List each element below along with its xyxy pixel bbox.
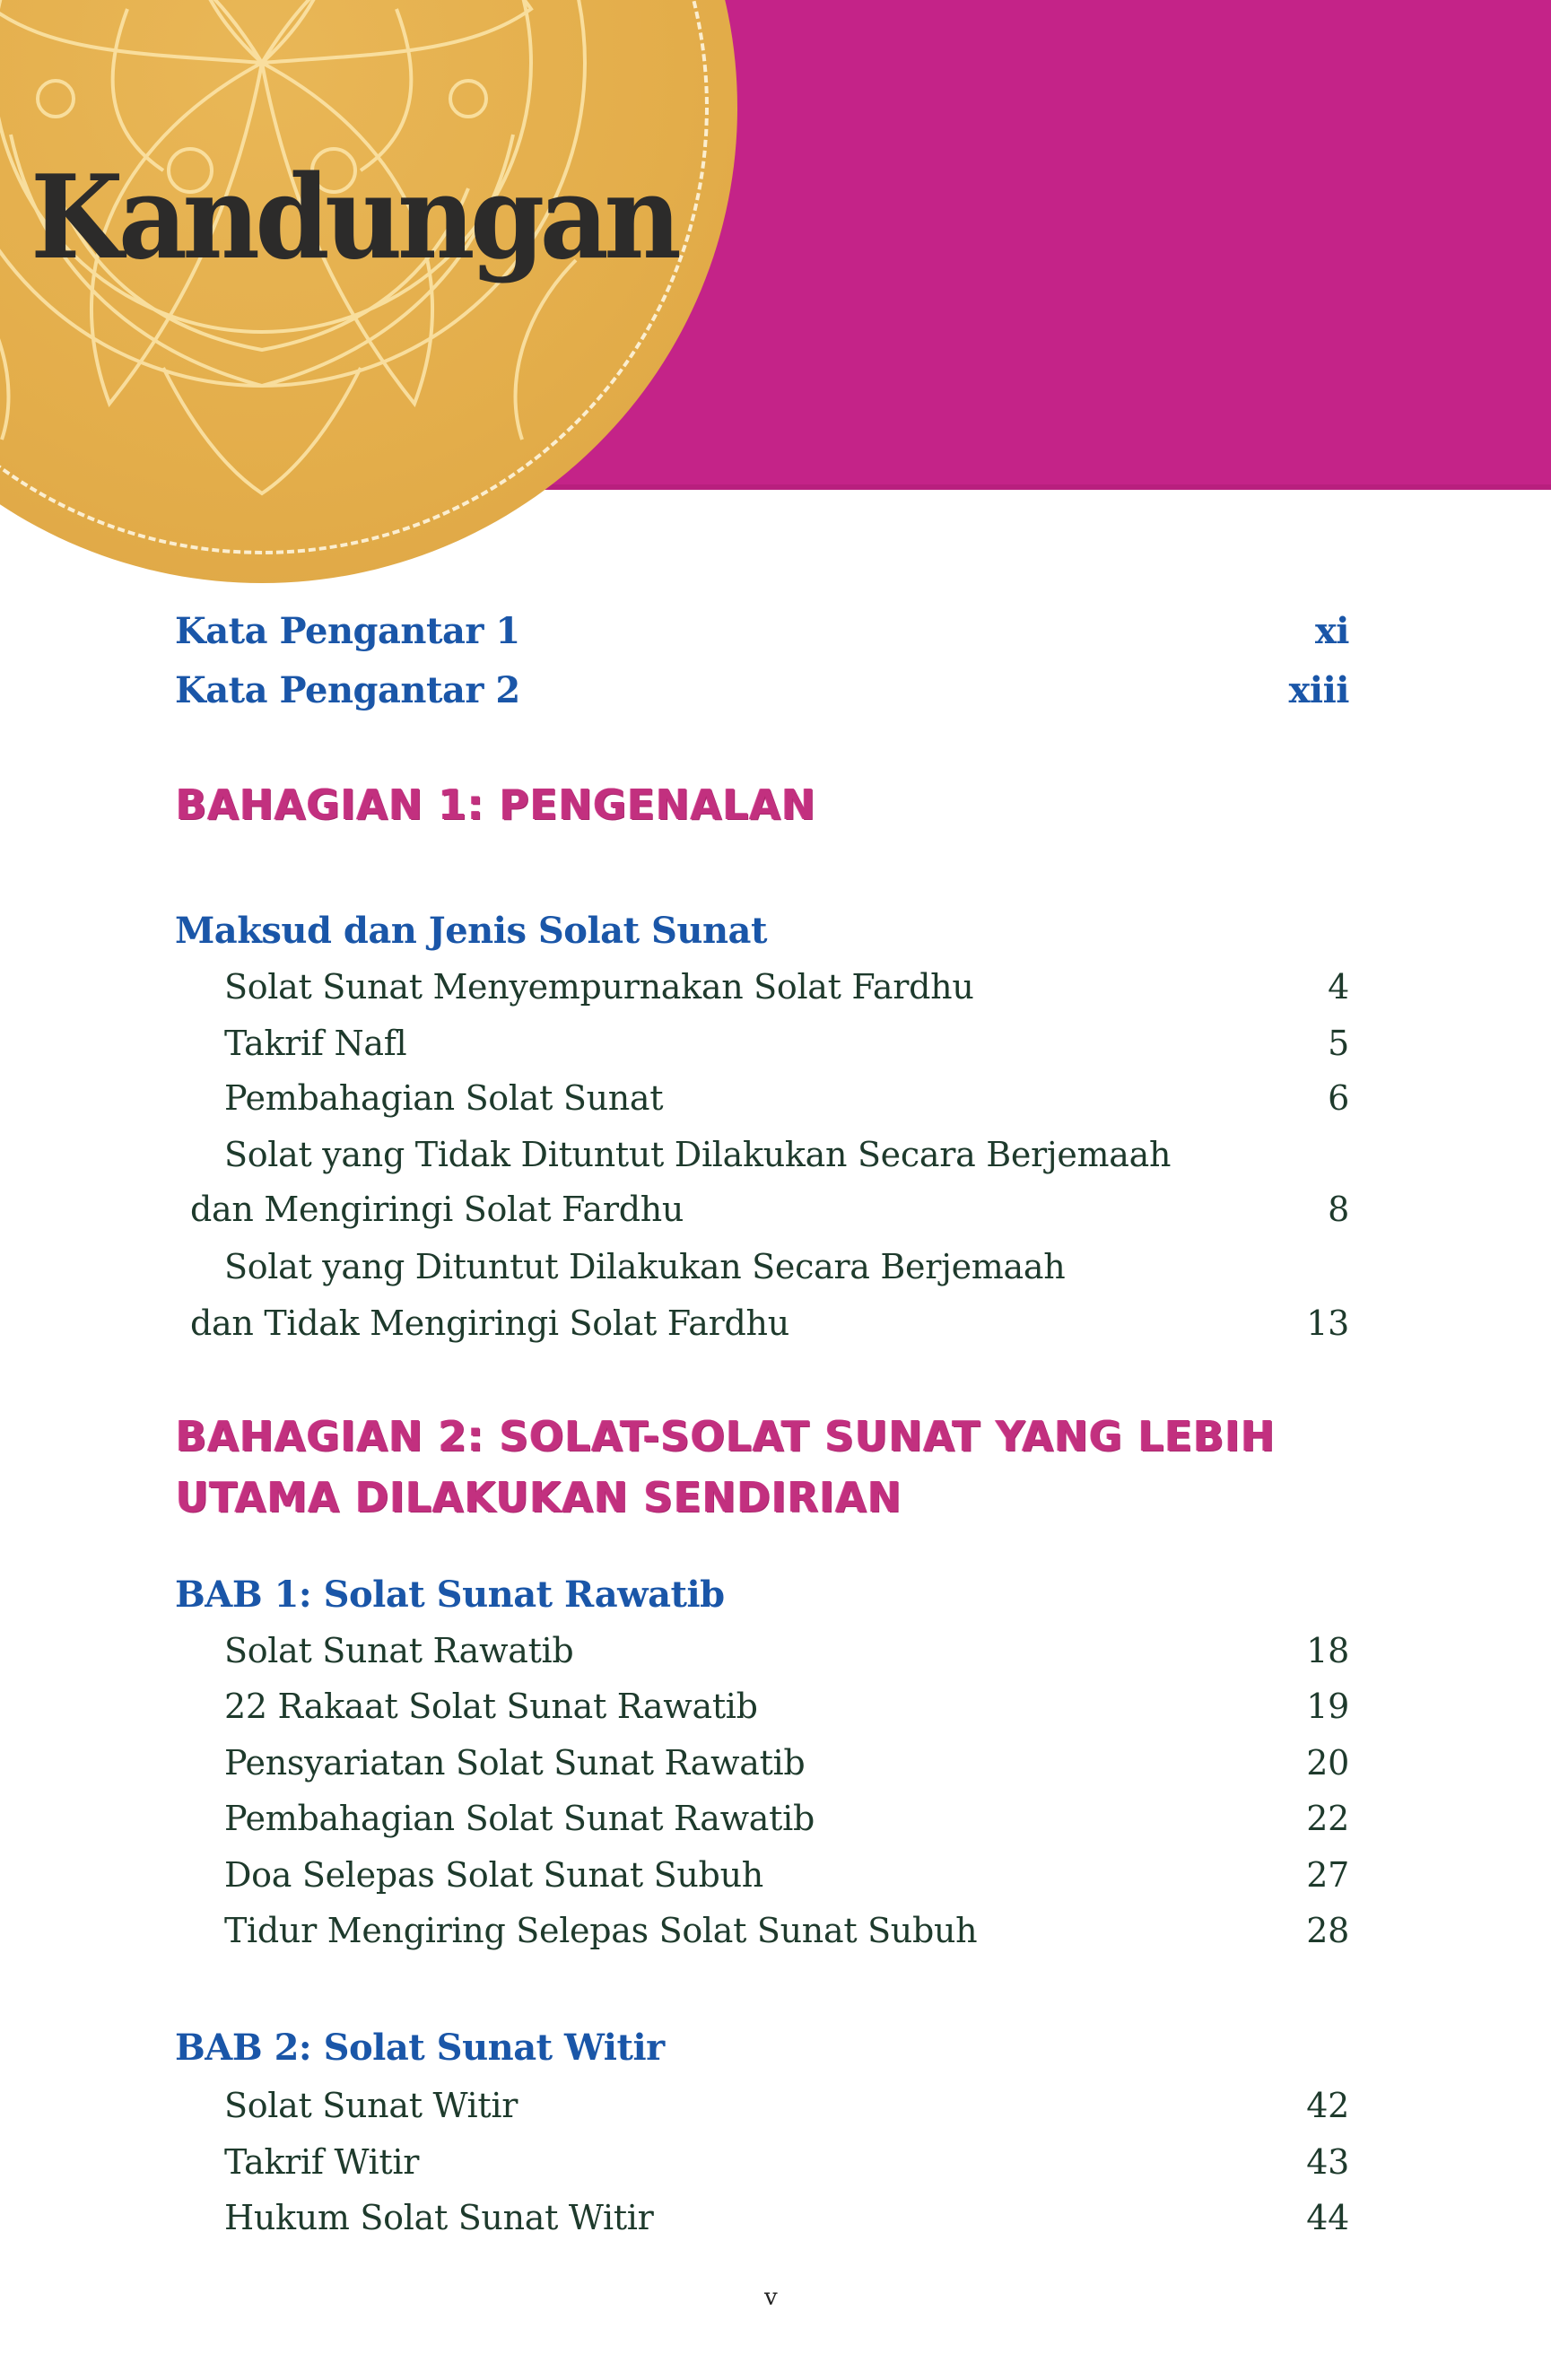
toc-label: Doa Selepas Solat Sunat Subuh bbox=[224, 1855, 763, 1895]
page-folio: v bbox=[764, 2284, 778, 2311]
toc-page-number: 28 bbox=[1306, 1911, 1349, 1950]
toc-label: Kata Pengantar 1 bbox=[175, 610, 520, 652]
toc-label: Solat Sunat Menyempurnakan Solat Fardhu bbox=[224, 967, 974, 1007]
toc-label: Pembahagian Solat Sunat bbox=[224, 1078, 664, 1118]
chapter-heading[interactable]: BAB 1: Solat Sunat Rawatib bbox=[175, 1574, 725, 1616]
toc-page-number: 20 bbox=[1306, 1743, 1349, 1783]
toc-page-number: 44 bbox=[1306, 2198, 1349, 2237]
toc-page-number: 5 bbox=[1328, 1024, 1349, 1063]
toc-label: Takrif Witir bbox=[224, 2142, 420, 2182]
toc-page-number: 42 bbox=[1306, 2086, 1349, 2125]
toc-page-number: 8 bbox=[1328, 1190, 1349, 1229]
toc-label: Pensyariatan Solat Sunat Rawatib bbox=[224, 1743, 806, 1783]
toc-page-number: 22 bbox=[1306, 1799, 1349, 1838]
toc-page-number: 13 bbox=[1306, 1303, 1349, 1343]
toc-label: Solat Sunat Witir bbox=[224, 2086, 518, 2125]
part-heading-2-line-1: BAHAGIAN 2: SOLAT-SOLAT SUNAT YANG LEBIH bbox=[176, 1412, 1276, 1460]
toc-label: Kata Pengantar 2 bbox=[175, 669, 520, 711]
toc-page-number: 27 bbox=[1306, 1855, 1349, 1895]
toc-page-number: xiii bbox=[1288, 669, 1349, 711]
toc-label: Pembahagian Solat Sunat Rawatib bbox=[224, 1799, 815, 1838]
toc-label: Hukum Solat Sunat Witir bbox=[224, 2198, 654, 2237]
toc-page-number: 6 bbox=[1328, 1078, 1349, 1118]
toc-page-number: 43 bbox=[1306, 2142, 1349, 2182]
toc-label: Takrif Nafl bbox=[224, 1024, 407, 1063]
toc-label: Solat yang Tidak Dituntut Dilakukan Secara Berjemaah bbox=[224, 1135, 1172, 1174]
toc-label: Solat yang Dituntut Dilakukan Secara Berjemaah bbox=[224, 1247, 1066, 1286]
toc-label: Solat Sunat Rawatib bbox=[224, 1631, 574, 1670]
chapter-heading[interactable]: Maksud dan Jenis Solat Sunat bbox=[175, 910, 767, 952]
chapter-heading[interactable]: BAB 2: Solat Sunat Witir bbox=[175, 2027, 665, 2069]
toc-page-number: 4 bbox=[1328, 967, 1349, 1007]
page-title: Kandungan bbox=[30, 151, 677, 285]
toc-label: dan Tidak Mengiringi Solat Fardhu bbox=[190, 1303, 789, 1343]
toc-page-number: 18 bbox=[1306, 1631, 1349, 1670]
toc-label: dan Mengiringi Solat Fardhu bbox=[190, 1190, 684, 1229]
toc-page-number: 19 bbox=[1306, 1687, 1349, 1726]
toc-label: Tidur Mengiring Selepas Solat Sunat Subuh bbox=[224, 1911, 978, 1950]
toc-page-number: xi bbox=[1314, 610, 1349, 652]
toc-label: 22 Rakaat Solat Sunat Rawatib bbox=[224, 1687, 758, 1726]
part-heading-1: BAHAGIAN 1: PENGENALAN bbox=[176, 780, 816, 829]
part-heading-2-line-2: UTAMA DILAKUKAN SENDIRIAN bbox=[176, 1473, 902, 1521]
